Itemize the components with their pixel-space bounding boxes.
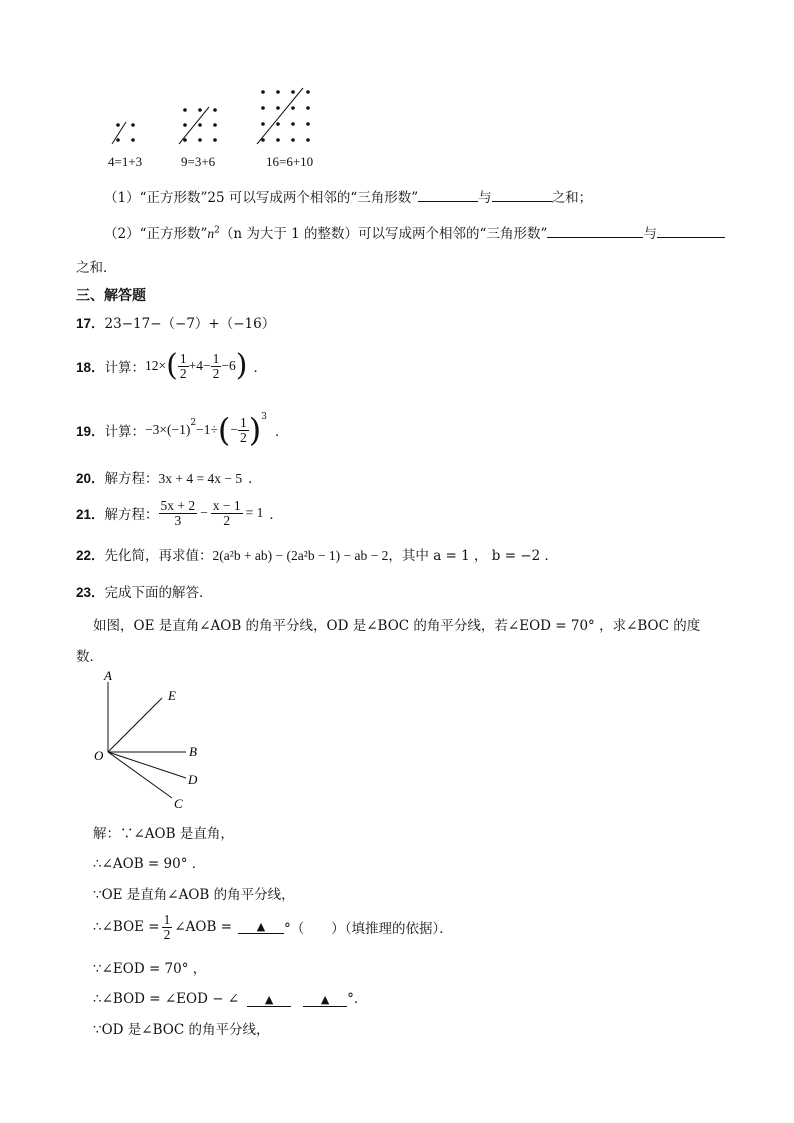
q19-minus: − <box>230 422 238 437</box>
angle-diagram <box>90 668 220 813</box>
q18-end: ． <box>253 360 267 376</box>
part2-prefix: （2）“正方形数” <box>104 226 208 242</box>
q20-label: 解方程： <box>104 471 159 487</box>
sol6-pre: ∴∠BOD = ∠EOD − ∠ <box>93 991 240 1007</box>
part1-blank-1[interactable] <box>418 188 478 202</box>
dots-caption-3: 16=6+10 <box>266 154 314 169</box>
question-17 <box>76 312 275 332</box>
q18-f1-den: 2 <box>179 365 187 381</box>
q21-f2-den: 2 <box>223 512 231 528</box>
question-part-1 <box>104 186 592 206</box>
q19-sup-1: 2 <box>190 418 197 428</box>
q22-number: 22． <box>76 548 105 563</box>
triangular-square-dots-figure <box>100 82 340 152</box>
q18-fraction-2 <box>211 352 222 381</box>
solution-line-2: ∴∠AOB = 90° ． <box>93 856 206 872</box>
dots-caption-1: 4=1+3 <box>108 154 143 169</box>
q19-end: ． <box>274 424 289 440</box>
q18-f2-den: 2 <box>212 365 220 381</box>
dots-group-4 <box>112 122 135 144</box>
q19-expr-2: −1÷ <box>196 422 218 437</box>
q23-title: 完成下面的解答． <box>104 585 213 601</box>
q22-label: 先化简，再求值： <box>104 548 213 564</box>
q19-fraction <box>238 416 249 445</box>
q19-f-den: 2 <box>240 429 247 445</box>
sol4-pre: ∴∠BOE = <box>93 919 160 935</box>
solution-line-5: ∵∠EOD = 70° ， <box>93 961 207 977</box>
q17-number: 17． <box>76 316 105 331</box>
dots-caption-2: 9=3+6 <box>181 154 216 169</box>
part1-suffix: 之和； <box>551 190 593 206</box>
q19-label: 计算： <box>104 424 146 440</box>
label-E: E <box>168 688 176 703</box>
q18-expr-a: 12× <box>145 358 167 373</box>
question-18 <box>76 348 267 384</box>
q21-fraction-1 <box>159 499 198 528</box>
question-23-title <box>76 581 213 601</box>
q21-rhs: = 1 <box>245 505 264 520</box>
sol4-fraction <box>162 913 173 942</box>
q21-fraction-2 <box>211 499 243 528</box>
q17-text: 23−17−（−7）+（−16） <box>104 316 276 332</box>
label-D: D <box>188 772 198 787</box>
q19-right-paren: ) <box>248 411 262 449</box>
q21-end: ． <box>269 507 283 523</box>
sol6-answer-blank-2[interactable]: ▲ <box>303 993 347 1007</box>
q21-f1-den: 3 <box>174 512 182 528</box>
part2-rest: （n 为大于 1 的整数）可以写成两个相邻的“三角形数” <box>219 226 548 242</box>
ray-OC <box>108 752 172 798</box>
q18-right-paren: ) <box>235 348 248 383</box>
q21-number: 21． <box>76 507 105 522</box>
q21-f2-num: x − 1 <box>212 497 241 513</box>
part2-sup: 2 <box>214 225 220 236</box>
label-C: C <box>174 796 183 811</box>
part1-blank-2[interactable] <box>492 188 552 202</box>
q20-expr: 3x + 4 = 4x − 5 <box>158 471 243 486</box>
q22-condition: ，其中 a = 1 ， b = −2 ． <box>388 548 559 564</box>
q23-number: 23． <box>76 585 105 600</box>
dots-group-9 <box>179 107 217 144</box>
question-22 <box>76 544 558 564</box>
question-part-2 <box>104 222 725 242</box>
sol4-post: °（ ）（填推理的依据）． <box>284 921 453 937</box>
sol4-mid: ∠AOB = <box>174 919 233 935</box>
q19-number: 19． <box>76 424 105 439</box>
part2-blank-2[interactable] <box>657 224 725 238</box>
q21-minus: − <box>200 505 208 520</box>
sol6-post: °． <box>347 991 368 1007</box>
q19-sup-3: 3 <box>261 412 267 422</box>
q22-expr: 2(a²b + ab) − (2a²b − 1) − ab − 2 <box>212 548 389 563</box>
q18-left-paren: ( <box>166 348 178 383</box>
label-B: B <box>189 744 197 759</box>
solution-line-4 <box>93 909 453 945</box>
sol6-answer-blank-1[interactable]: ▲ <box>247 993 291 1007</box>
sol4-answer-blank[interactable]: ▲ <box>238 920 284 934</box>
solution-line-7: ∵OD 是∠BOC 的角平分线， <box>93 1022 270 1038</box>
part1-mid: 与 <box>478 190 492 206</box>
q19-f-num: 1 <box>240 414 247 430</box>
question-19 <box>76 410 288 450</box>
q23-stem-line-2: 数． <box>76 649 103 665</box>
q18-expr-b: −6 <box>221 358 236 373</box>
q21-label: 解方程： <box>104 507 159 523</box>
q20-end: ． <box>248 471 262 487</box>
solution-line-3: ∵OE 是直角∠AOB 的角平分线， <box>93 887 295 903</box>
q18-f2-num: 1 <box>212 350 220 366</box>
q21-f1-num: 5x + 2 <box>160 497 196 513</box>
q23-stem-line-1: 如图，OE 是直角∠AOB 的角平分线，OD 是∠BOC 的角平分线，若∠EOD = 70° ，求∠BOC 的度 <box>93 618 701 634</box>
solution-line-6 <box>93 987 367 1007</box>
part2-mid: 与 <box>643 226 657 242</box>
q18-f1-num: 1 <box>179 350 187 366</box>
part2-tail: 之和． <box>76 260 117 276</box>
q18-mid: +4− <box>188 358 211 373</box>
part2-var: n <box>207 226 215 241</box>
solution-line-1: 解：∵∠AOB 是直角， <box>93 826 234 842</box>
sol4-f-num: 1 <box>163 911 171 927</box>
label-O: O <box>94 748 104 763</box>
q18-fraction-1 <box>178 352 189 381</box>
question-20 <box>76 467 262 487</box>
q19-left-paren: ( <box>217 411 231 449</box>
q20-number: 20． <box>76 471 105 486</box>
section-3-heading: 三、解答题 <box>76 287 146 303</box>
q18-number: 18． <box>76 360 105 375</box>
part2-blank-1[interactable] <box>547 224 643 238</box>
ray-OE <box>108 698 162 752</box>
sol4-f-den: 2 <box>163 926 171 942</box>
ray-OD <box>108 752 186 778</box>
q19-expr: −3×(−1) <box>145 422 191 437</box>
q18-label: 计算： <box>104 360 146 376</box>
part1-prefix: （1）“正方形数”25 可以写成两个相邻的“三角形数” <box>104 190 419 206</box>
question-21 <box>76 494 283 532</box>
dots-group-16 <box>257 88 310 144</box>
label-A: A <box>104 668 112 683</box>
